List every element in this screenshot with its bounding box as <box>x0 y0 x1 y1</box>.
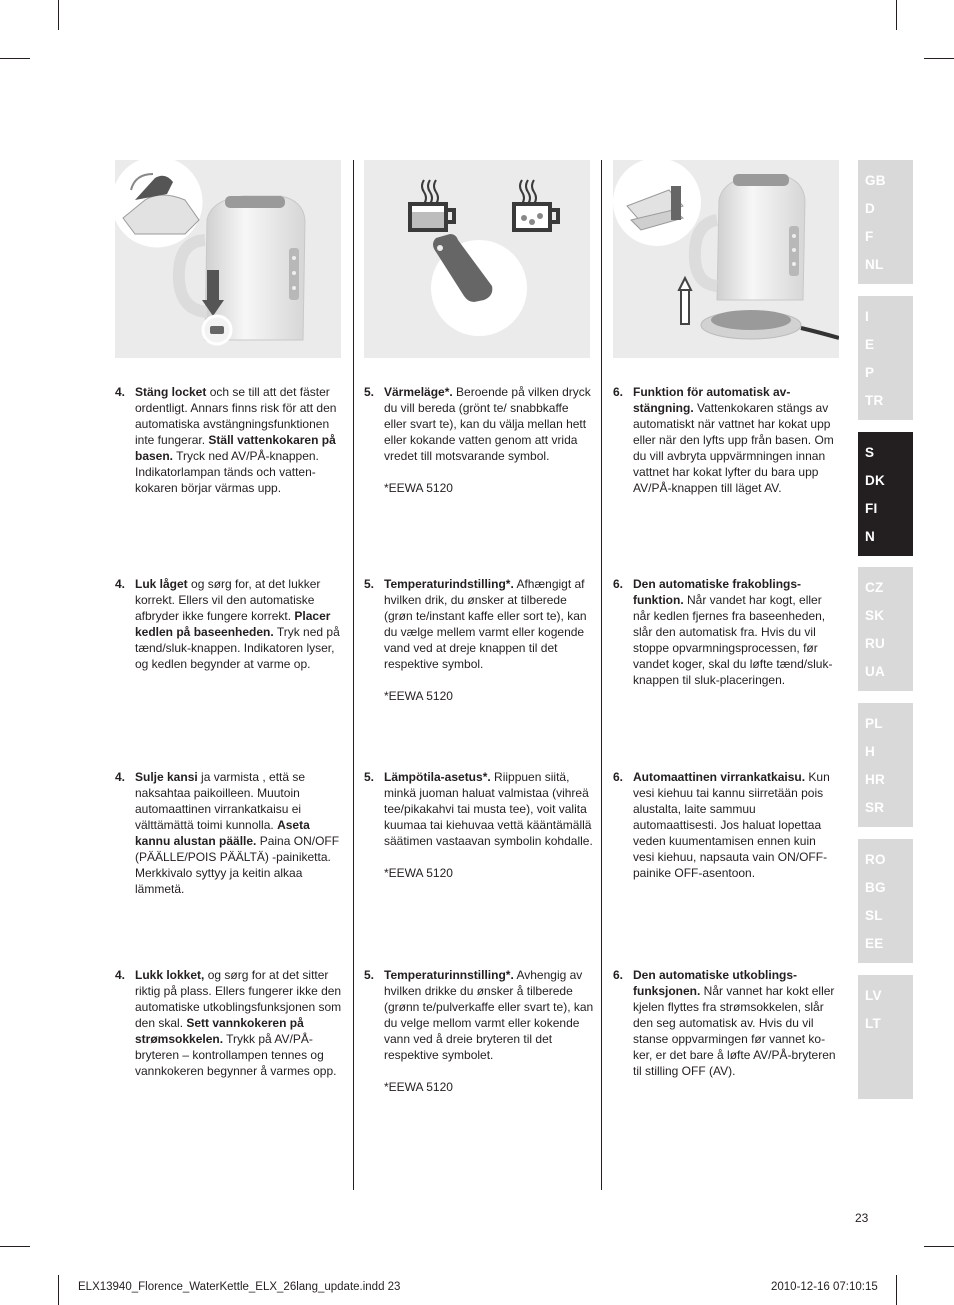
language-tab-group[interactable] <box>858 975 913 1099</box>
step-text <box>135 576 345 672</box>
step-6-norwegian <box>613 967 839 1079</box>
step-text <box>135 769 345 897</box>
language-code: GB <box>865 173 886 188</box>
step-number: 4. <box>115 577 126 591</box>
language-code: FI <box>865 501 878 516</box>
language-code: SR <box>865 800 885 815</box>
step-text-bold: Temperaturinnstilling*. <box>384 968 514 982</box>
step-text <box>384 384 594 464</box>
language-code: TR <box>865 393 884 408</box>
crop-mark <box>0 1246 30 1247</box>
step-number: 4. <box>115 385 126 399</box>
step-text <box>384 967 594 1063</box>
language-code: E <box>865 337 875 352</box>
model-note: *EEWA 5120 <box>384 689 453 703</box>
step-text-run: ja varmista , että se naksahtaa paikoilleen. Muutoin automaattinen virrankatkaisu ei välttämättä toimi kunnolla. <box>135 770 306 832</box>
step-text-run: Avhengig av hvilken drikke du ønsker å tilberede (grønn te/pulverkaffe eller svart te), kan du velge mellom varmt eller kokende vann ved å dreie bryteren til det respektive symbolet. <box>384 968 594 1062</box>
step-text-run: Vattenkokaren stängs av automatiskt när vattnet har kokat upp eller när den lyfts upp från basen. Om du vill avbryta uppvärmningen innan vattnet har kokat lyfter du bara upp AV/PÅ-knappen till läget AV. <box>633 401 834 495</box>
column-divider <box>353 160 354 1190</box>
language-code: F <box>865 229 874 244</box>
step-text-run: og sørg for at det sitter riktig på plass. Ellers fungerer ikke den automatiske utkoblingsfunksjonen som den skal. <box>135 968 342 1030</box>
language-code: RO <box>865 852 886 867</box>
step-text-bold: Aseta kannu alustan päälle. <box>135 818 310 848</box>
step-5-norwegian <box>364 967 594 1095</box>
step-text-run: Trykk på AV/PÅ-bryteren – kontrollampen tennes og vannkokeren begynner å varmes opp. <box>135 1032 337 1078</box>
step-number: 4. <box>115 770 126 784</box>
language-code: NL <box>865 257 884 272</box>
language-code: SL <box>865 908 883 923</box>
language-code: RU <box>865 636 886 651</box>
step-text-bold: Automaattinen virrankatkaisu. <box>633 770 806 784</box>
step-4-danish <box>115 576 345 672</box>
step-number: 5. <box>364 770 375 784</box>
language-code: LT <box>865 1016 882 1031</box>
language-code: PL <box>865 716 883 731</box>
language-code: HR <box>865 772 886 787</box>
step-4-finnish <box>115 769 345 897</box>
step-text <box>633 576 839 688</box>
step-text <box>633 967 839 1079</box>
language-tab-group[interactable] <box>858 839 913 963</box>
language-code: BG <box>865 880 886 895</box>
crop-mark <box>896 0 897 30</box>
crop-mark <box>924 58 954 59</box>
page-number: 23 <box>855 1211 869 1225</box>
step-text <box>633 769 839 881</box>
step-number: 5. <box>364 968 375 982</box>
step-text <box>384 769 594 849</box>
step-number: 5. <box>364 577 375 591</box>
column-divider <box>601 160 602 1190</box>
step-text-run: og sørg for, at det lukker korrekt. Ellers vil den automatiske afbryder ikke fungere korrekt. <box>135 577 321 623</box>
language-code: H <box>865 744 876 759</box>
step-text-run: Når vandet har kogt, eller når kedlen fjernes fra baseenheden, slår den automatisk fra. Hvis du vil stoppe opvarmningsprocessen, før vandet koger, skal du løfte tænd/sluk-knappen til sluk-placeringen. <box>633 593 833 687</box>
step-5-finnish <box>364 769 594 881</box>
step-number: 6. <box>613 770 624 784</box>
model-note: *EEWA 5120 <box>384 1080 453 1094</box>
illustration-temperature-setting <box>364 160 590 358</box>
step-text-bold: Den automatiske utkoblings-funksjonen. <box>633 968 798 998</box>
step-number: 6. <box>613 577 624 591</box>
crop-mark <box>896 1275 897 1305</box>
step-5-danish <box>364 576 594 704</box>
crop-mark <box>0 58 30 59</box>
step-4-swedish <box>115 384 345 496</box>
language-code: N <box>865 529 876 544</box>
step-6-finnish <box>613 769 839 881</box>
step-text-bold: Placer kedlen på baseenheden. <box>135 609 331 639</box>
step-text <box>135 384 345 496</box>
language-tab-group[interactable] <box>858 567 913 691</box>
step-text-run: Når vannet har kokt eller kjelen flyttes fra strømsokkelen, slår den seg automatisk av. Hvis du vil stanse oppvarmingen før vannet ko-ker, er det bare å løfte AV/PÅ-bryteren til stilling OFF (AV). <box>633 984 836 1078</box>
footer-datetime: 2010-12-16 07:10:15 <box>771 1281 878 1293</box>
model-note: *EEWA 5120 <box>384 481 453 495</box>
step-text-bold: Sulje kansi <box>135 770 198 784</box>
language-code: DK <box>865 473 886 488</box>
language-code: CZ <box>865 580 884 595</box>
step-text-bold: Värmeläge*. <box>384 385 453 399</box>
step-text-bold: Temperaturindstilling*. <box>384 577 514 591</box>
language-tab-group[interactable] <box>858 296 913 420</box>
step-text-run: Tryck ned AV/PÅ-knappen. Indikatorlampan tänds och vatten-kokaren börjar värmas upp. <box>135 449 319 495</box>
step-text-bold: Sett vannkokeren på strømsokkelen. <box>135 1016 304 1046</box>
language-code: EE <box>865 936 884 951</box>
step-text <box>135 967 345 1079</box>
step-text <box>384 576 594 672</box>
footer-filename: ELX13940_Florence_WaterKettle_ELX_26lang_update.indd 23 <box>78 1281 401 1293</box>
step-text-bold: Den automatiske frakoblings-funktion. <box>633 577 802 607</box>
step-text-run: Kun vesi kiehuu tai kannu siirretään pois alustalta, laite sammuu automaattisesti. Jos haluat lopettaa veden kuumentamisen ennen kuin vesi kiehuu, napsauta vain ON/OFF-painike OFF-asentoon. <box>633 770 830 880</box>
step-number: 4. <box>115 968 126 982</box>
step-text <box>633 384 839 496</box>
language-code: UA <box>865 664 886 679</box>
language-code: SK <box>865 608 885 623</box>
language-code: P <box>865 365 875 380</box>
step-number: 6. <box>613 385 624 399</box>
step-text-bold: Stäng locket <box>135 385 207 399</box>
step-text-bold: Luk låget <box>135 577 188 591</box>
language-tab-group[interactable] <box>858 160 913 284</box>
step-text-bold: Lämpötila-asetus*. <box>384 770 491 784</box>
step-text-bold: Ställ vattenkokaren på basen. <box>135 433 336 463</box>
crop-mark <box>58 1275 59 1305</box>
step-text-run: Beroende på vilken dryck du vill bereda (grönt te/ snabbkaffe eller svart te), kan du välja mellan hett eller kokande vatten genom att vrida vredet till motsvarande symbol. <box>384 385 591 463</box>
language-tab-group[interactable] <box>858 432 913 556</box>
language-code: I <box>865 309 870 324</box>
step-text-run: Afhængigt af hvilken drik, du ønsker at tilberede (grøn te/instant kaffe eller sort te), kan du vælge mellem varmt eller kogende vand ved at dreje knappen til det respektive symbol. <box>384 577 587 671</box>
step-6-swedish <box>613 384 839 496</box>
step-text-run: Paina ON/OFF (PÄÄLLE/POIS PÄÄLTÄ) -painiketta. Merkkivalo syttyy ja keitin alkaa lämmetä. <box>135 834 340 896</box>
step-text-run: Tryk ned på tænd/sluk-knappen. Indikatoren lyser, og kedlen begynder at varme op. <box>135 625 340 671</box>
crop-mark <box>924 1246 954 1247</box>
step-4-norwegian <box>115 967 345 1079</box>
language-code: D <box>865 201 876 216</box>
step-text-bold: Lukk lokket, <box>135 968 205 982</box>
illustration-close-lid <box>115 160 341 358</box>
language-code: LV <box>865 988 882 1003</box>
step-5-swedish <box>364 384 594 496</box>
step-text-run: och se till att det fäster ordentligt. Annars finns risk för att den automatiska avstängningsfunktionen inte fungerar. <box>135 385 337 447</box>
step-number: 5. <box>364 385 375 399</box>
crop-mark <box>58 0 59 30</box>
step-text-run: Riippuen siitä, minkä juoman haluat valmistaa (vihreä tee/pikakahvi tai musta tee), voit valita kuumaa tai kiehuvaa vettä kääntämällä säätimen vastaavan symbolin kohdalle. <box>384 770 593 848</box>
illustration-automatic-switch-off <box>613 160 839 358</box>
step-6-danish <box>613 576 839 688</box>
step-text-bold: Funktion för automatisk av-stängning. <box>633 385 791 415</box>
model-note: *EEWA 5120 <box>384 866 453 880</box>
language-code: S <box>865 445 875 460</box>
step-number: 6. <box>613 968 624 982</box>
language-tab-group[interactable] <box>858 703 913 827</box>
